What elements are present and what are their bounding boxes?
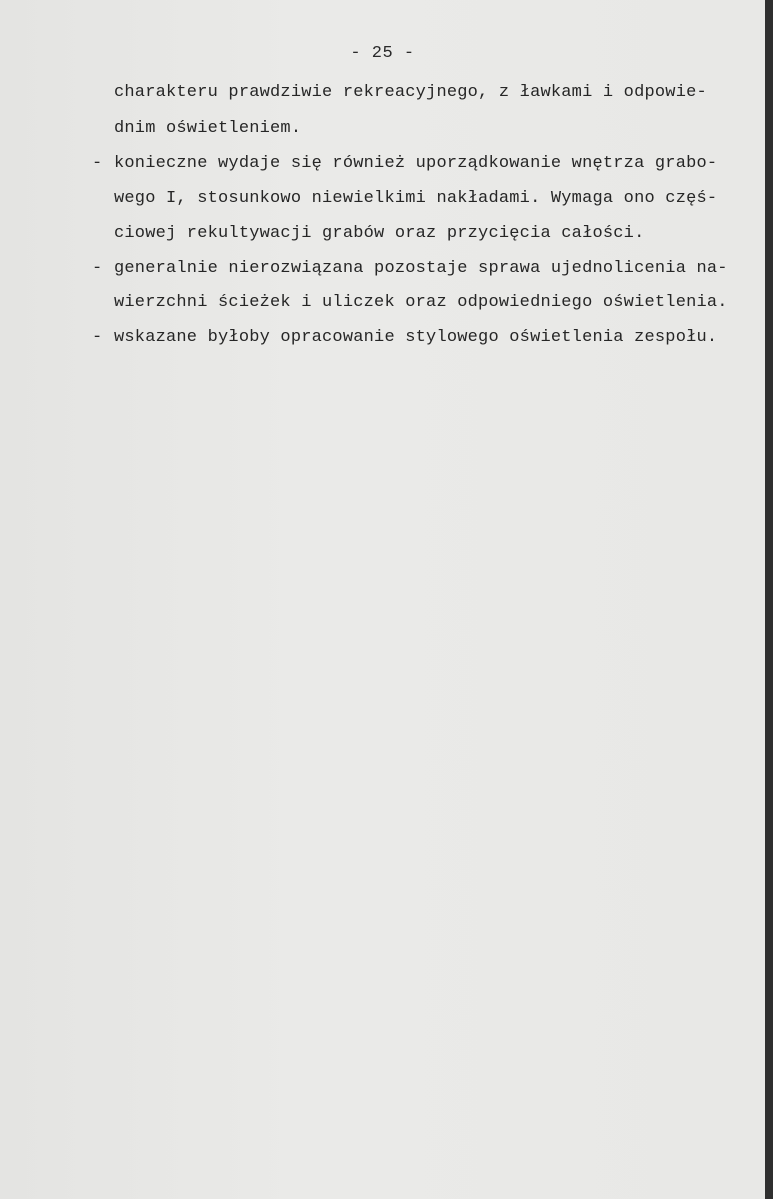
text-line-3: konieczne wydaje się również uporządkowanie wnętrza grabo- — [114, 154, 718, 173]
page-number: - 25 - — [350, 44, 415, 63]
bullet-dash-3: - — [92, 328, 103, 347]
text-line-5: ciowej rekultywacji grabów oraz przycięcia całości. — [114, 224, 645, 243]
text-line-8: wskazane byłoby opracowanie stylowego oświetlenia zespołu. — [114, 328, 718, 347]
bullet-dash-2: - — [92, 259, 103, 278]
page-edge-shadow — [765, 0, 773, 1199]
text-line-7: wierzchni ścieżek i uliczek oraz odpowiedniego oświetlenia. — [114, 293, 728, 312]
text-line-1: charakteru prawdziwie rekreacyjnego, z ławkami i odpowie- — [114, 83, 707, 102]
bullet-dash-1: - — [92, 154, 103, 173]
text-line-2: dnim oświetleniem. — [114, 119, 302, 138]
text-line-4: wego I, stosunkowo niewielkimi nakładami. Wymaga ono częś- — [114, 189, 718, 208]
text-line-6: generalnie nierozwiązana pozostaje sprawa ujednolicenia na- — [114, 259, 728, 278]
